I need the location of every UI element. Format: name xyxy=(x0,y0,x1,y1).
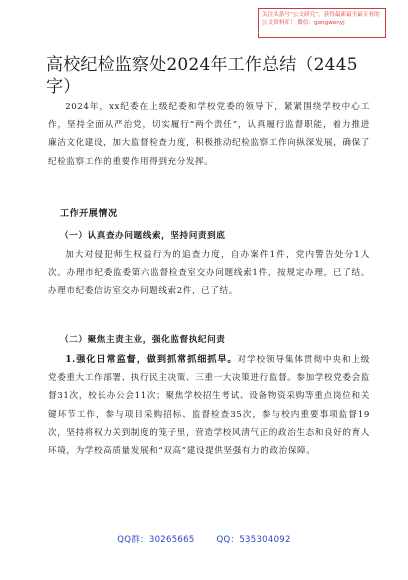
intro-paragraph: 2024年，xx纪委在上级纪委和学校党委的领导下，紧紧围绕学校中心工作，坚持全面从严治党，切实履行“两个责任”，认真履行监督职能，着力推进廉洁文化建设，加大监督检查力度，积极推动纪检监察工作向纵深发展，确保了纪检监察工作的重要作用得到充分发挥。 xyxy=(48,102,370,167)
section-heading: 工作开展情况 xyxy=(60,209,118,219)
paragraph-2-body: 对学校领导集体贯彻中央和上级党委重大工作部署、执行民主决策、三重一大决策进行监督。参加学校党委会监督31次，校长办公会11次；聚焦学校招生考试、设备物资采购等重点岗位和关键环节工作，参与项目采购招标、监督检查35次，参与校内重要事项监督19次，坚持将权力关到制度的笼子里，营造学校风清气正的政治生态和良好的育人环境，为学校高质量发展和“双高”建设提供坚强有力的政治保障。 xyxy=(48,355,371,457)
document-title: 高校纪检监察处2024年工作总结（2445字） xyxy=(46,55,358,97)
footer-contact xyxy=(0,533,408,545)
promo-banner xyxy=(258,8,386,38)
paragraph-1: 加大对侵犯师生权益行为的追查力度，自办案件1件，党内警告处分1人次。办理市纪委监委第六监督检查室交办问题线索1件，按规定办理，已了结。办理市纪委信访室交办问题线索2件，已了结。 xyxy=(48,250,370,297)
footer-qq-group: QQ群：30265665 xyxy=(117,535,195,545)
paragraph-2-lead: 1.强化日常监督，做到抓常抓细抓早。 xyxy=(65,354,238,365)
promo-banner-text: 关注头条号“公文研究”，获得最新最全最专业的公文资料库！ 微信：gongwenyj xyxy=(262,12,380,26)
subsection-heading-1: （一）认真查办问题线索，坚持问责到底 xyxy=(60,231,226,241)
footer-qq: QQ：535304092 xyxy=(216,535,291,545)
paragraph-2 xyxy=(48,351,370,460)
subsection-heading-2: （二）聚焦主责主业，强化监督执纪问责 xyxy=(60,335,226,345)
